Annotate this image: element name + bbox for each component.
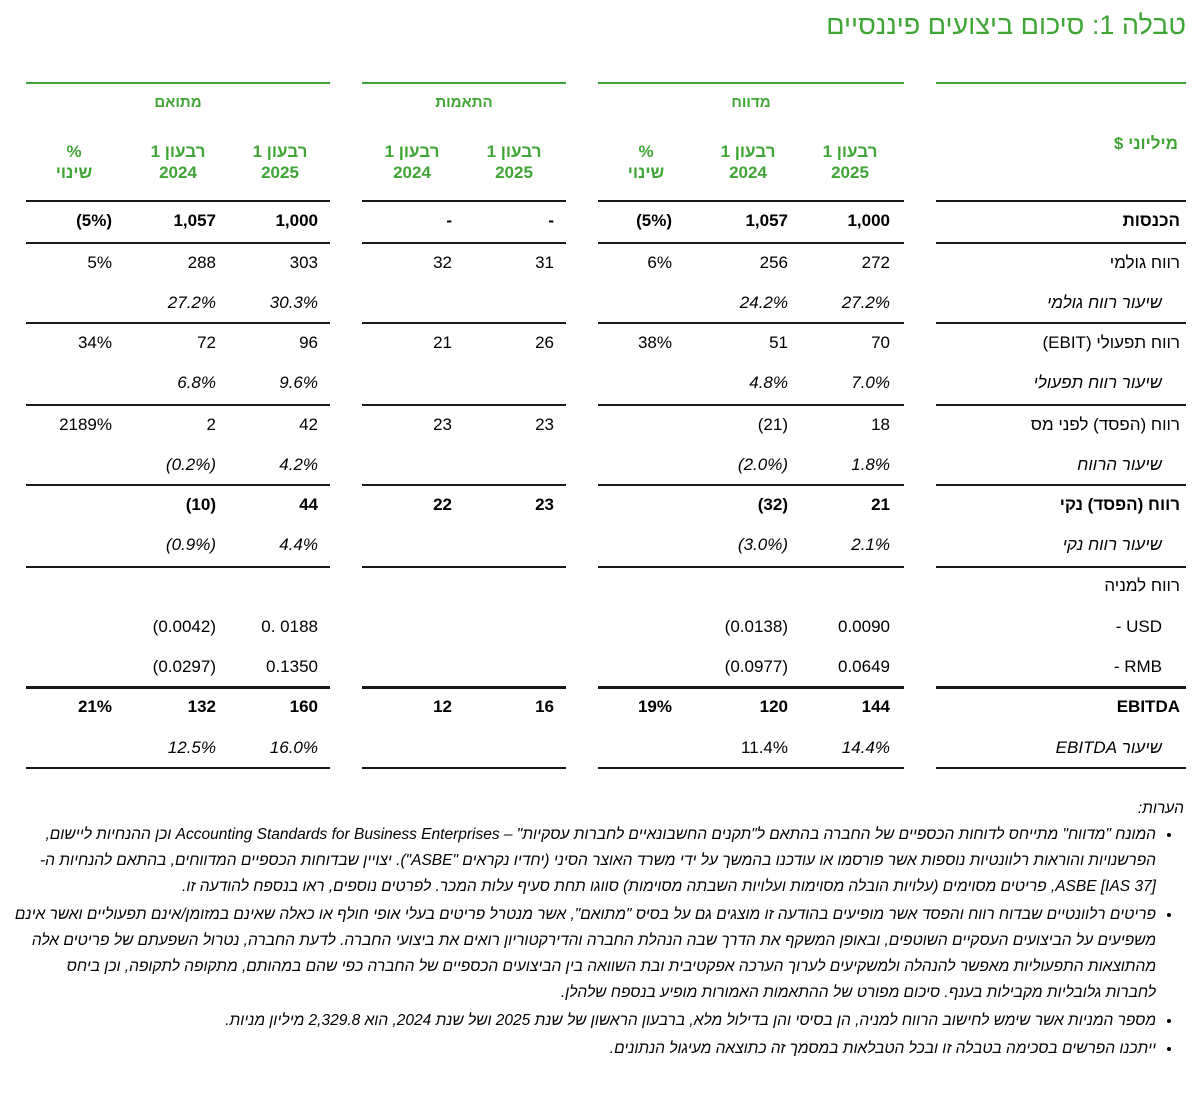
table-cell: 16.0% [269, 738, 318, 757]
table-cell: 19% [637, 697, 672, 716]
table-cell: (0.0297) [152, 657, 216, 676]
row-label: רווח תפעולי (EBIT) [1042, 333, 1180, 352]
table-cell: - [446, 211, 452, 230]
column-header [235, 141, 325, 183]
row-divider [26, 484, 330, 486]
notes-section [14, 796, 1184, 1064]
table-cell: 1,000 [275, 211, 318, 230]
row-label: רווח למניה [1104, 576, 1180, 595]
table-cell: 0.0649 [838, 657, 890, 676]
row-divider [26, 200, 330, 202]
table-cell: 26 [535, 333, 554, 352]
table-cell: 12 [433, 697, 452, 716]
group-label-adjustments: התאמות [435, 94, 493, 111]
table-cell: 21% [77, 697, 112, 716]
group-label-adjusted: מתואם [154, 94, 202, 111]
table-cell: 12.5% [167, 738, 216, 757]
table-cell: 7.0% [851, 373, 890, 392]
column-header-line2: 2024 [159, 163, 197, 182]
table-cell: 9.6% [279, 373, 318, 392]
column-header-line1: רבעון 1 [720, 142, 776, 161]
notes-title: הערות: [1137, 800, 1184, 817]
row-divider [598, 322, 904, 324]
row-divider [26, 404, 330, 406]
table-cell: 72 [197, 333, 216, 352]
column-header-line2: 2025 [261, 163, 299, 182]
table-cell: 18 [871, 415, 890, 434]
note-item: • המונח "מדווח" מתייחס לדוחות הכספיים של החברה בהתאם ל"תקנים החשבונאיים לחברות עסקיות" – Accounting Standards for Business Enterprises וכן ההנחיות ליישום, הפרשנויות והוראות רלוונטיות נוספות אשר פורסמו או עודכנו בהמשך על ידי משרד האוצר הסיני (יחדיו נקראים "ASBE"). יצויין שבדוחות הכספיים המדווחים, בהתאם להנחיות ה-ASBE [IAS 37], פריטים מסוימים (עלויות הובלה מסוימות ועלויות השבתה מסוימות) סווגו תחת סעיף עלות המכר. לפרטים נוספים, ראו בנספח להודעה זו. [14, 822, 1156, 900]
row-label: USD - [1115, 617, 1162, 636]
table-cell: 1,057 [173, 211, 216, 230]
table-cell: 21 [871, 495, 890, 514]
row-divider [936, 242, 1186, 244]
column-header-line2: 2025 [495, 163, 533, 182]
column-header [805, 141, 895, 183]
column-header-line2: 2025 [831, 163, 869, 182]
table-cell: 0.1350 [266, 657, 318, 676]
table-cell: 144 [861, 697, 890, 716]
table-cell: 303 [289, 253, 318, 272]
table-cell: (0.0977) [724, 657, 788, 676]
table-cell: (10) [185, 495, 216, 514]
table-cell: 4.4% [279, 535, 318, 554]
row-label: רווח גולמי [1109, 253, 1180, 272]
row-divider [26, 242, 330, 244]
row-divider [362, 200, 566, 202]
table-cell: 23 [535, 415, 554, 434]
row-label: רווח (הפסד) לפני מס [1030, 415, 1180, 434]
table-cell: (3.0%) [737, 535, 788, 554]
table-cell: 2 [206, 415, 216, 434]
row-divider [598, 404, 904, 406]
table-cell: 2.1% [851, 535, 890, 554]
table-cell: 27.2% [841, 293, 890, 312]
notes-list [14, 822, 1184, 1062]
label-column-rule [936, 82, 1186, 84]
row-label: שיעור רווח תפעולי [1033, 373, 1162, 392]
column-header-line1: רבעון 1 [252, 142, 308, 161]
column-header-line1: רבעון 1 [486, 142, 542, 161]
row-divider [362, 566, 566, 568]
note-item: • ייתכנו הפרשים בסכימה בטבלה זו ובכל הטבלאות במסמך זה כתוצאה מעיגול הנתונים. [14, 1036, 1156, 1062]
table-cell: 4.8% [749, 373, 788, 392]
row-divider [362, 404, 566, 406]
table-cell: - [548, 211, 554, 230]
table-cell: (0.0138) [724, 617, 788, 636]
row-divider [936, 484, 1186, 486]
table-cell: (0.0042) [152, 617, 216, 636]
table-cell: (21) [757, 415, 788, 434]
note-item: • מספר המניות אשר שימש לחישוב הרווח למניה, הן בסיסי והן בדילול מלא, ברבעון הראשון של שנת 2025 ושל שנת 2024, הוא 2,329.8 מיליון מניות. [14, 1008, 1156, 1034]
table-cell: 5% [87, 253, 112, 272]
table-cell: 22 [433, 495, 452, 514]
table-cell: 272 [861, 253, 890, 272]
table-cell: 1,057 [745, 211, 788, 230]
table-cell: 51 [769, 333, 788, 352]
column-header-line1: רבעון 1 [384, 142, 440, 161]
column-header-line2: שינוי [55, 163, 93, 182]
row-divider [598, 767, 904, 769]
table-cell: (32) [757, 495, 788, 514]
column-header [469, 141, 559, 183]
column-header-line1: רבעון 1 [150, 142, 206, 161]
table-cell: 132 [187, 697, 216, 716]
row-divider [936, 200, 1186, 202]
row-divider [598, 484, 904, 486]
table-cell: 160 [289, 697, 318, 716]
table-cell: 42 [299, 415, 318, 434]
table-cell: 32 [433, 253, 452, 272]
group-rule-reported [598, 82, 904, 84]
row-divider [936, 767, 1186, 769]
table-cell: 23 [535, 495, 554, 514]
table-cell: 24.2% [739, 293, 788, 312]
row-divider [936, 686, 1186, 689]
table-cell: 4.2% [279, 455, 318, 474]
table-cell: 70 [871, 333, 890, 352]
table-cell: 120 [759, 697, 788, 716]
table-cell: 1,000 [847, 211, 890, 230]
column-header [29, 141, 119, 183]
row-divider [598, 686, 904, 689]
table-cell: 0. 0188 [261, 617, 318, 636]
row-label: שיעור רווח גולמי [1046, 293, 1162, 312]
table-cell: 34% [77, 333, 112, 352]
table-cell: 6% [647, 253, 672, 272]
page-title: טבלה 1: סיכום ביצועים פיננסיים [826, 10, 1186, 40]
table-cell: 288 [187, 253, 216, 272]
table-cell: 2189% [59, 415, 112, 434]
row-divider [598, 242, 904, 244]
note-item: • פריטים רלוונטיים שבדוח רווח והפסד אשר מופיעים בהודעה זו מוצגים גם על בסיס "מתואם", אשר מנטרל פריטים בעלי אופי חולף או כאלה שאינם במזומן/אינם תפעוליים ואשר אינם משפיעים על הביצועים העסקיים השוטפים, ובאופן המשקף את הדרך שבה הנהלת החברה והדירקטוריון רואים את ביצועי החברה. לדעת החברה, נטרול השפעתם של פריטים אלה מהתוצאות התפעוליות מאפשר להנהלה ולמשקיעים לערוך הערכה אפקטיבית ובת השוואה בין הביצועים הכספיים של החברה כפי שהם במהותם, מתקופה לתקופה, וכן ביחס לחברות גלובליות מקבילות בענף. סיכום מפורט של ההתאמות האמורות מופיע בנספח שלהלן. [14, 902, 1156, 1006]
table-cell: 96 [299, 333, 318, 352]
row-divider [362, 686, 566, 689]
row-divider [362, 484, 566, 486]
table-cell: 1.8% [851, 455, 890, 474]
row-divider [362, 767, 566, 769]
row-label: רווח (הפסד) נקי [1059, 495, 1180, 514]
column-header-line1: רבעון 1 [822, 142, 878, 161]
table-cell: 0.0090 [838, 617, 890, 636]
row-label: שיעור רווח נקי [1062, 535, 1162, 554]
column-header [601, 141, 691, 183]
column-header-line2: שינוי [627, 163, 665, 182]
row-divider [362, 242, 566, 244]
table-cell: (2.0%) [737, 455, 788, 474]
table-cell: 30.3% [269, 293, 318, 312]
table-cell: (0.2%) [165, 455, 216, 474]
row-divider [936, 404, 1186, 406]
table-cell: (5%) [636, 211, 672, 230]
table-cell: 44 [299, 495, 318, 514]
table-cell: 14.4% [841, 738, 890, 757]
row-divider [26, 322, 330, 324]
table-cell: (0.9%) [165, 535, 216, 554]
row-divider [26, 767, 330, 769]
table-cell: 27.2% [167, 293, 216, 312]
column-header [367, 141, 457, 183]
column-header-line2: 2024 [393, 163, 431, 182]
table-cell: 16 [535, 697, 554, 716]
table-cell: 21 [433, 333, 452, 352]
units-header: מיליוני $ [1113, 134, 1178, 153]
column-header [133, 141, 223, 183]
row-label: RMB - [1113, 657, 1162, 676]
column-header [703, 141, 793, 183]
row-label: שיעור הרווח [1077, 455, 1162, 474]
column-header-line2: 2024 [729, 163, 767, 182]
row-divider [936, 566, 1186, 568]
table-cell: 31 [535, 253, 554, 272]
group-rule-adjusted [26, 82, 330, 84]
row-label: EBITDA [1116, 697, 1180, 716]
row-divider [26, 686, 330, 689]
table-cell: 6.8% [177, 373, 216, 392]
row-label: שיעור EBITDA [1055, 738, 1162, 757]
row-divider [936, 322, 1186, 324]
row-divider [598, 566, 904, 568]
table-cell: 256 [759, 253, 788, 272]
column-header-line1: % [638, 142, 654, 161]
table-cell: 23 [433, 415, 452, 434]
column-header-line1: % [66, 142, 82, 161]
row-divider [362, 322, 566, 324]
row-divider [598, 200, 904, 202]
table-cell: 38% [637, 333, 672, 352]
group-rule-adjustments [362, 82, 566, 84]
group-label-reported: מדווח [731, 94, 771, 111]
row-label: הכנסות [1122, 211, 1180, 230]
table-cell: 11.4% [741, 738, 788, 757]
row-divider [26, 566, 330, 568]
table-cell: (5%) [76, 211, 112, 230]
